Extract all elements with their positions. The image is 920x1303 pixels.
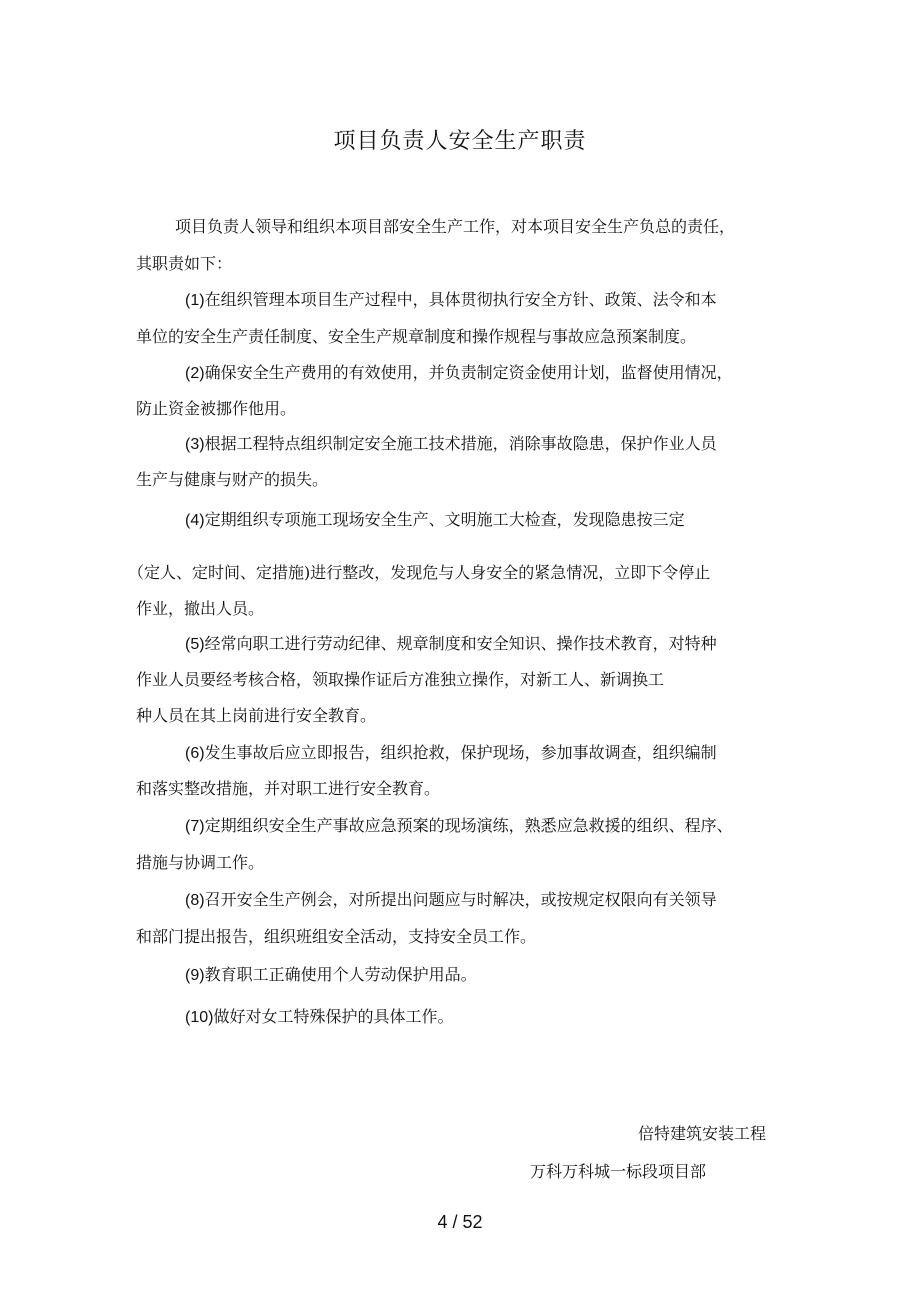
item-number: (3) bbox=[185, 436, 205, 453]
item-1-first-line bbox=[185, 290, 717, 311]
item-8-line-2: 和部门提出报告，组织班组安全活动，支持安全员工作。 bbox=[136, 927, 537, 946]
item-3-line-2: 生产与健康与财产的损失。 bbox=[136, 470, 329, 489]
signature-company: 倍特建筑安装工程 bbox=[638, 1124, 767, 1143]
item-4-first-line bbox=[185, 510, 685, 531]
item-5-line-3: 种人员在其上岗前进行安全教育。 bbox=[136, 706, 377, 725]
item-text: 召开安全生产例会，对所提出问题应与时解决，或按规定权限向有关领导 bbox=[204, 890, 717, 909]
item-6-line-2: 和落实整改措施，并对职工进行安全教育。 bbox=[136, 779, 441, 798]
item-text: 经常向职工进行劳动纪律、规章制度和安全知识、操作技术教育，对特种 bbox=[204, 634, 717, 653]
item-text: 发生事故后应立即报告，组织抢救，保护现场，参加事故调查，组织编制 bbox=[204, 743, 717, 762]
item-text: 定期组织安全生产事故应急预案的现场演练，熟悉应急救援的组织、程序、 bbox=[204, 816, 733, 835]
item-number: (7) bbox=[185, 818, 205, 835]
item-7-line-2: 措施与协调工作。 bbox=[136, 853, 265, 872]
page-number: 4 / 52 bbox=[437, 1212, 483, 1232]
document-title: 项目负责人安全生产职责 bbox=[333, 129, 587, 154]
item-2-line-2: 防止资金被挪作他用。 bbox=[136, 399, 297, 418]
item-3-first-line bbox=[185, 434, 717, 455]
item-6-first-line bbox=[185, 743, 717, 764]
item-9-first-line bbox=[185, 965, 477, 986]
item-number: (2) bbox=[185, 365, 205, 382]
item-number: (10) bbox=[185, 1009, 214, 1026]
item-number: (9) bbox=[185, 967, 205, 984]
item-text: 确保安全生产费用的有效使用，并负责制定资金使用计划，监督使用情况， bbox=[204, 363, 733, 382]
item-text: 做好对女工特殊保护的具体工作。 bbox=[213, 1007, 454, 1026]
item-1-line-2: 单位的安全生产责任制度、安全生产规章制度和操作规程与事故应急预案制度。 bbox=[136, 327, 697, 346]
item-number: (4) bbox=[185, 512, 205, 529]
item-5-line-2: 作业人员要经考核合格，领取操作证后方准独立操作，对新工人、新调换工 bbox=[136, 670, 665, 689]
item-4-line-2: （定人、定时间、定措施)进行整改，发现危与人身安全的紧急情况，立即下令停止 bbox=[128, 563, 711, 582]
intro-line-1: 项目负责人领导和组织本项目部安全生产工作，对本项目安全生产负总的责任， bbox=[175, 217, 736, 236]
item-number: (5) bbox=[185, 636, 205, 653]
item-7-first-line bbox=[185, 816, 733, 837]
item-text: 教育职工正确使用个人劳动保护用品。 bbox=[204, 965, 477, 984]
item-text: 在组织管理本项目生产过程中，具体贯彻执行安全方针、政策、法令和本 bbox=[204, 290, 717, 309]
intro-line-2: 其职责如下： bbox=[136, 254, 233, 273]
item-text: 根据工程特点组织制定安全施工技术措施，消除事故隐患，保护作业人员 bbox=[204, 434, 717, 453]
item-number: (6) bbox=[185, 745, 205, 762]
signature-department: 万科万科城一标段项目部 bbox=[530, 1162, 707, 1181]
item-4-line-3: 作业，撤出人员。 bbox=[136, 599, 265, 618]
item-text: 定期组织专项施工现场安全生产、文明施工大检查，发现隐患按三定 bbox=[204, 510, 685, 529]
item-2-first-line bbox=[185, 363, 733, 384]
item-5-first-line bbox=[185, 634, 717, 655]
item-10-first-line bbox=[185, 1007, 453, 1028]
item-number: (1) bbox=[185, 292, 205, 309]
item-number: (8) bbox=[185, 892, 205, 909]
item-8-first-line bbox=[185, 890, 717, 911]
